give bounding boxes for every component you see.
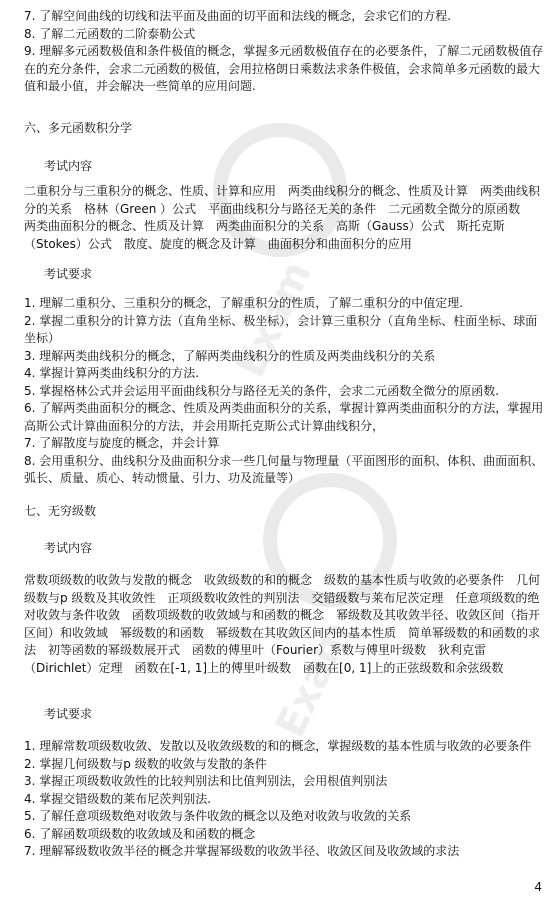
list-item: 6. 了解两类曲面积分的概念、性质及两类曲面积分的关系，掌握计算两类曲面积分的方法，掌握用高斯公式计算曲面积分的方法，并会用斯托克斯公式计算曲线积分， [24,401,544,433]
section-label: 考试内容 [44,159,93,173]
list-item: 3. 理解两类曲线积分的概念，了解两类曲线积分的性质及两类曲线积分的关系 [24,348,436,363]
list-item: 5. 了解任意项级数绝对收敛与条件收敛的概念以及绝对收敛与收敛的关系 [24,809,412,823]
list-item: 5. 掌握格林公式并会运用平面曲线积分与路径无关的条件，会求二元函数全微分的原函数. [24,383,500,398]
list-item: 2. 掌握二重积分的计算方法（直角坐标、极坐标），会计算三重积分（直角坐标、柱面坐标、球面坐标） [24,313,538,345]
section-heading: 六、多元函数积分学 [24,121,133,135]
list-item: 7. 了解散度与旋度的概念，并会计算 [24,436,220,450]
section-label: 考试要求 [44,267,93,281]
section-content: 常数项级数的收敛与发散的概念 收敛级数的和的概念 级数的基本性质与收敛的必要条件 几何级数与p 级数及其收敛性 正项级数收敛性的判别法 交错级数与莱布尼茨定理 任意项级数的绝对收敛与条件收敛 函数项级数的收敛域与和函数的概念 幂级数及其收敛半径、收敛区间（指开区间）和收敛域 幂级数的和函数 幂级数在其收敛区间内的基本性质 简单幂级数的和函数的求法 初等函数的幂级数展开式 函数的傅里叶（Fourier）系数与傅里叶级数 狄利克雷（Dirichlet）定理 函数在[-1, 1]上的傅里叶级数 函数在[0, 1]上的正弦级数和余弦级数 [24,573,541,675]
list-item: 6. 了解函数项级数的收敛域及和函数的概念 [24,826,256,841]
list-item: 8. 会用重积分、曲线积分及曲面积分求一些几何量与物理量（平面图形的面积、体积、曲面面积、弧长、质量、质心、转动惯量、引力、功及流量等） [24,453,544,485]
list-item: 7. 了解空间曲线的切线和法平面及曲面的切平面和法线的概念，会求它们的方程. [24,9,452,23]
section-heading: 七、无穷级数 [24,504,97,518]
list-item: 4. 掌握交错级数的莱布尼茨判别法. [24,791,212,806]
top-list [24,8,544,96]
watermark-text: Exam [227,254,321,385]
list-item: 4. 掌握计算两类曲线积分的方法. [24,366,200,380]
list-item: 3. 掌握正项级数收敛性的比较判别法和比值判别法，会用根值判别法 [24,774,388,788]
list-item: 1. 理解常数项级数收敛、发散以及收敛级数的和的概念，掌握级数的基本性质与收敛的必要条件 [24,739,532,753]
list-item: 7. 理解幂级数收敛半径的概念并掌握幂级数的收敛半径、收敛区间及收敛域的求法 [24,844,460,858]
requirements-list [24,738,544,861]
list-item: 9. 理解多元函数极值和条件极值的概念，掌握多元函数极值存在的必要条件，了解二元函数极值存在的充分条件，会求二元函数的极值，会用拉格朗日乘数法求条件极值，会求简单多元函数的最大值和最小值，并会解决一些简单的应用问题. [24,44,544,93]
list-item: 1. 理解二重积分、三重积分的概念，了解重积分的性质，了解二重积分的中值定理. [24,296,464,310]
section-label: 考试要求 [44,707,93,721]
section-content: 二重积分与三重积分的概念、性质、计算和应用 两类曲线积分的概念、性质及计算 两类曲线积分的关系 格林（Green ）公式 平面曲线积分与路径无关的条件 二元函数全微分的原函数 两类曲面积分的概念、性质及计算 两类曲面积分的关系 高斯（Gauss）公式 斯托克斯（Stokes）公式 散度、旋度的概念及计算 曲面积分和曲面积分的应用 [24,184,541,251]
page-number: 4 [534,879,542,894]
requirements-list [24,295,544,488]
section-label: 考试内容 [44,541,93,555]
list-item: 8. 了解二元函数的二阶泰勒公式 [24,26,196,41]
watermark-text-2: Exam [267,614,361,745]
list-item: 2. 掌握几何级数与p 级数的收敛与发散的条件 [24,756,267,771]
